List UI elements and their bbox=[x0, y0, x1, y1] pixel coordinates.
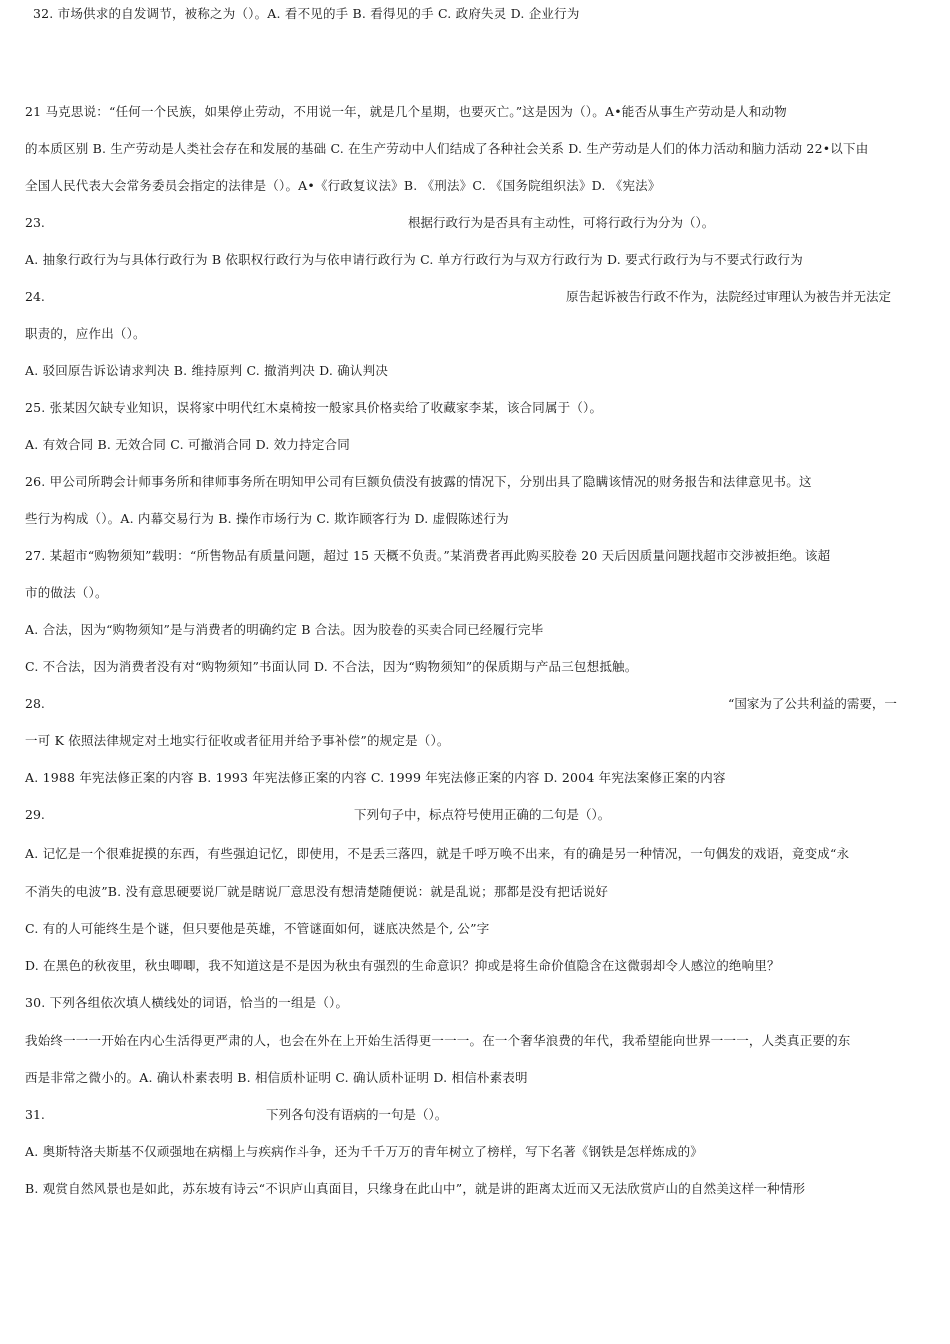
question-31-option-b: B. 观赏自然风景也是如此，苏东坡有诗云“不识庐山真面目，只缘身在此山中”，就是讲的距离太近而又无法欣赏庐山的自然美这样一种情形 bbox=[25, 1181, 806, 1196]
question-21-line-1: 21 马克思说：“任何一个民族，如果停止劳动，不用说一年，就是几个星期，也要灭亡。”这是因为（）。A•能否从事生产劳动是人和动物 bbox=[25, 104, 787, 119]
question-23-options: A. 抽象行政行为与具体行政行为 B 依职权行政行为与依申请行政行为 C. 单方行政行为与双方行政行为 D. 要式行政行为与不要式行政行为 bbox=[25, 252, 803, 267]
question-30-text-line-2: 西是非常之微小的。A. 确认朴素表明 B. 相信质朴证明 C. 确认质朴证明 D. 相信朴素表明 bbox=[25, 1070, 528, 1085]
question-29-number: 29. bbox=[25, 807, 45, 822]
question-25: 25. 张某因欠缺专业知识，误将家中明代红木桌椅按一般家具价格卖给了收藏家李某，该合同属于（）。 bbox=[25, 400, 603, 415]
question-24-options: A. 驳回原告诉讼请求判决 B. 维持原判 C. 撤消判决 D. 确认判决 bbox=[25, 363, 389, 378]
question-27-line-2: 市的做法（）。 bbox=[25, 585, 108, 600]
question-29-option-d: D. 在黑色的秋夜里，秋虫唧唧，我不知道这是不是因为秋虫有强烈的生命意识？抑或是将生命价值隐含在这微弱却令人感泣的绝响里？ bbox=[25, 958, 780, 973]
question-27-line-1: 27. 某超市“购物须知”载明：“所售物品有质量问题，超过 15 天概不负责。”某消费者再此购买胶卷 20 天后因质量问题找超市交涉被拒绝。该超 bbox=[25, 548, 831, 563]
question-24-text: 原告起诉被告行政不作为，法院经过审理认为被告并无法定 bbox=[566, 289, 892, 304]
question-27-options-cd: C. 不合法，因为消费者没有对“购物须知”书面认同 D. 不合法，因为“购物须知”的保质期与产品三包想抵触。 bbox=[25, 659, 638, 674]
question-26-line-1: 26. 甲公司所聘会计师事务所和律师事务所在明知甲公司有巨额负债没有披露的情况下，分别出具了隐瞒该情况的财务报告和法律意见书。这 bbox=[25, 474, 812, 489]
question-29-text: 下列句子中，标点符号使用正确的二句是（）。 bbox=[354, 807, 611, 822]
question-30-text-line-1: 我始终一一一开始在内心生活得更严肃的人，也会在外在上开始生活得更一一一。在一个奢华浪费的年代，我希望能向世界一一一，人类真正要的东 bbox=[25, 1033, 851, 1048]
question-28-number: 28. bbox=[25, 696, 45, 711]
question-26-line-2: 些行为构成（）。A. 内幕交易行为 B. 操作市场行为 C. 欺诈顾客行为 D. 虚假陈述行为 bbox=[25, 511, 509, 526]
question-30: 30. 下列各组依次填人横线处的词语，恰当的一组是（）。 bbox=[25, 995, 349, 1010]
question-25-options: A. 有效合同 B. 无效合同 C. 可撤消合同 D. 效力持定合同 bbox=[25, 437, 350, 452]
question-32: 32. 市场供求的自发调节，被称之为（）。A. 看不见的手 B. 看得见的手 C. 政府失灵 D. 企业行为 bbox=[33, 6, 580, 21]
question-21-line-2: 的本质区别 B. 生产劳动是人类社会存在和发展的基础 C. 在生产劳动中人们结成了各种社会关系 D. 生产劳动是人们的体力活动和脑力活动 22•以下由 bbox=[25, 141, 869, 156]
question-24-number: 24. bbox=[25, 289, 45, 304]
question-31-number: 31. bbox=[25, 1107, 45, 1122]
question-31-option-a: A. 奥斯特洛夫斯基不仅顽强地在病榻上与疾病作斗争，还为千千万万的青年树立了榜样，写下名著《钢铁是怎样炼成的》 bbox=[25, 1144, 703, 1159]
question-29-option-a-line-2: 不消失的电波”B. 没有意思硬要说厂就是瞎说厂意思没有想清楚随便说：就是乱说；那都是没有把话说好 bbox=[25, 884, 609, 899]
question-29-option-a-line-1: A. 记忆是一个很难捉摸的东西，有些强迫记忆，即使用，不是丢三落四，就是千呼万唤不出来，有的确是另一种情况，一句偶发的戏语，竟变成“永 bbox=[25, 846, 850, 861]
question-23-number: 23. bbox=[25, 215, 45, 230]
question-28-options: A. 1988 年宪法修正案的内容 B. 1993 年宪法修正案的内容 C. 1999 年宪法修正案的内容 D. 2004 年宪法案修正案的内容 bbox=[25, 770, 726, 785]
question-29-option-c: C. 有的人可能终生是个谜，但只要他是英雄，不管谜面如何，谜底决然是个, 公”字 bbox=[25, 921, 490, 936]
question-23-text: 根据行政行为是否具有主动性，可将行政行为分为（）。 bbox=[408, 215, 715, 230]
question-27-options-ab: A. 合法，因为“购物须知”是与消费者的明确约定 B 合法。因为胶卷的买卖合同已经履行完毕 bbox=[25, 622, 544, 637]
question-24-text-cont: 职责的，应作出（）。 bbox=[25, 326, 146, 341]
question-22-line: 全国人民代表大会常务委员会指定的法律是（）。A•《行政复议法》B. 《刑法》C. 《国务院组织法》D. 《宪法》 bbox=[25, 178, 661, 193]
question-31-text: 下列各句没有语病的一句是（）。 bbox=[266, 1107, 448, 1122]
question-28-text: “国家为了公共利益的需要，一 bbox=[728, 696, 897, 711]
question-28-text-cont: 一可 K 依照法律规定对土地实行征收或者征用并给予事补偿”的规定是（）。 bbox=[25, 733, 450, 748]
